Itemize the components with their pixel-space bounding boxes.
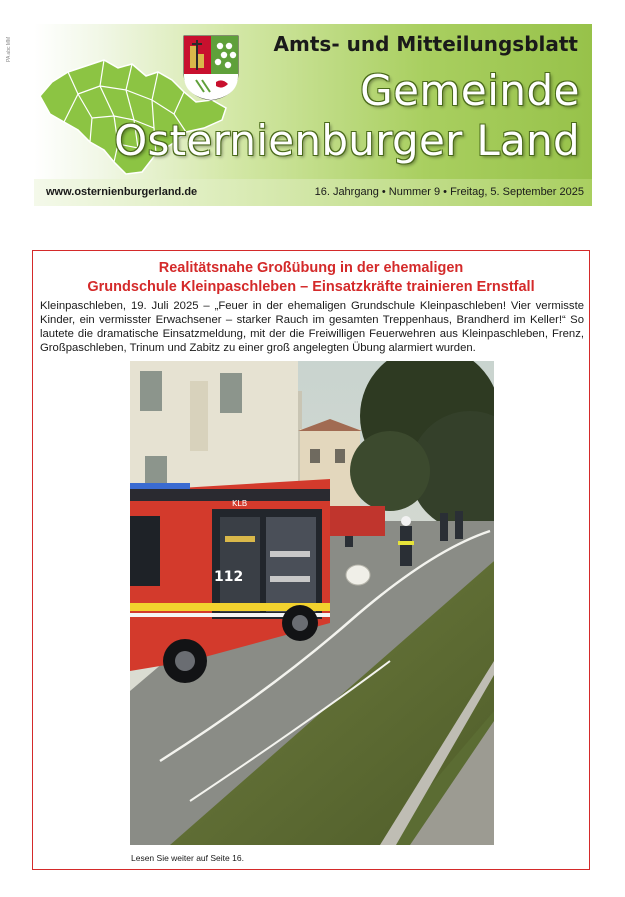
masthead-info-bar (34, 179, 592, 206)
article-lead: Kleinpaschleben, 19. Juli 2025 – „Feuer in der ehemaligen Grundschule Kleinpaschleben! Vier vermisste Kinder, ein vermisster Erwachsener – starker Rauch im gesamten Treppenhaus, Brandherd im Keller!“ So lautete die dramatische Einsatzmeldung, mit der die Freiwilligen Feuerwehren aus Kleinpaschleben, Frenz, Großpaschleben, Trinum und Zabitz zu einer groß angelegten Übung alarmiert wurden. (40, 300, 584, 354)
article-box (32, 250, 590, 870)
fire-drill-photo (130, 361, 494, 845)
headline-line2: Grundschule Kleinpaschleben – Einsatzkräfte trainieren Ernstfall (87, 279, 535, 295)
headline-line1: Realitätsnahe Großübung in der ehemaligen (158, 260, 464, 276)
masthead-title-line1: Gemeinde (360, 66, 580, 115)
side-note: PA abc MM (6, 36, 12, 62)
website-link[interactable]: www.osternienburgerland.de (46, 186, 198, 198)
article-caption: Lesen Sie weiter auf Seite 16. (131, 853, 244, 863)
truck-plate: KLB (232, 499, 248, 508)
article-headline (33, 259, 589, 297)
masthead-title-line2: Osternienburger Land (114, 116, 580, 165)
coat-of-arms-icon (182, 34, 240, 102)
truck-number: 112 (214, 569, 244, 585)
masthead-subtitle: Amts- und Mitteilungsblatt (273, 32, 578, 56)
issue-info: 16. Jahrgang • Nummer 9 • Freitag, 5. September 2025 (314, 186, 584, 198)
masthead (34, 24, 592, 179)
